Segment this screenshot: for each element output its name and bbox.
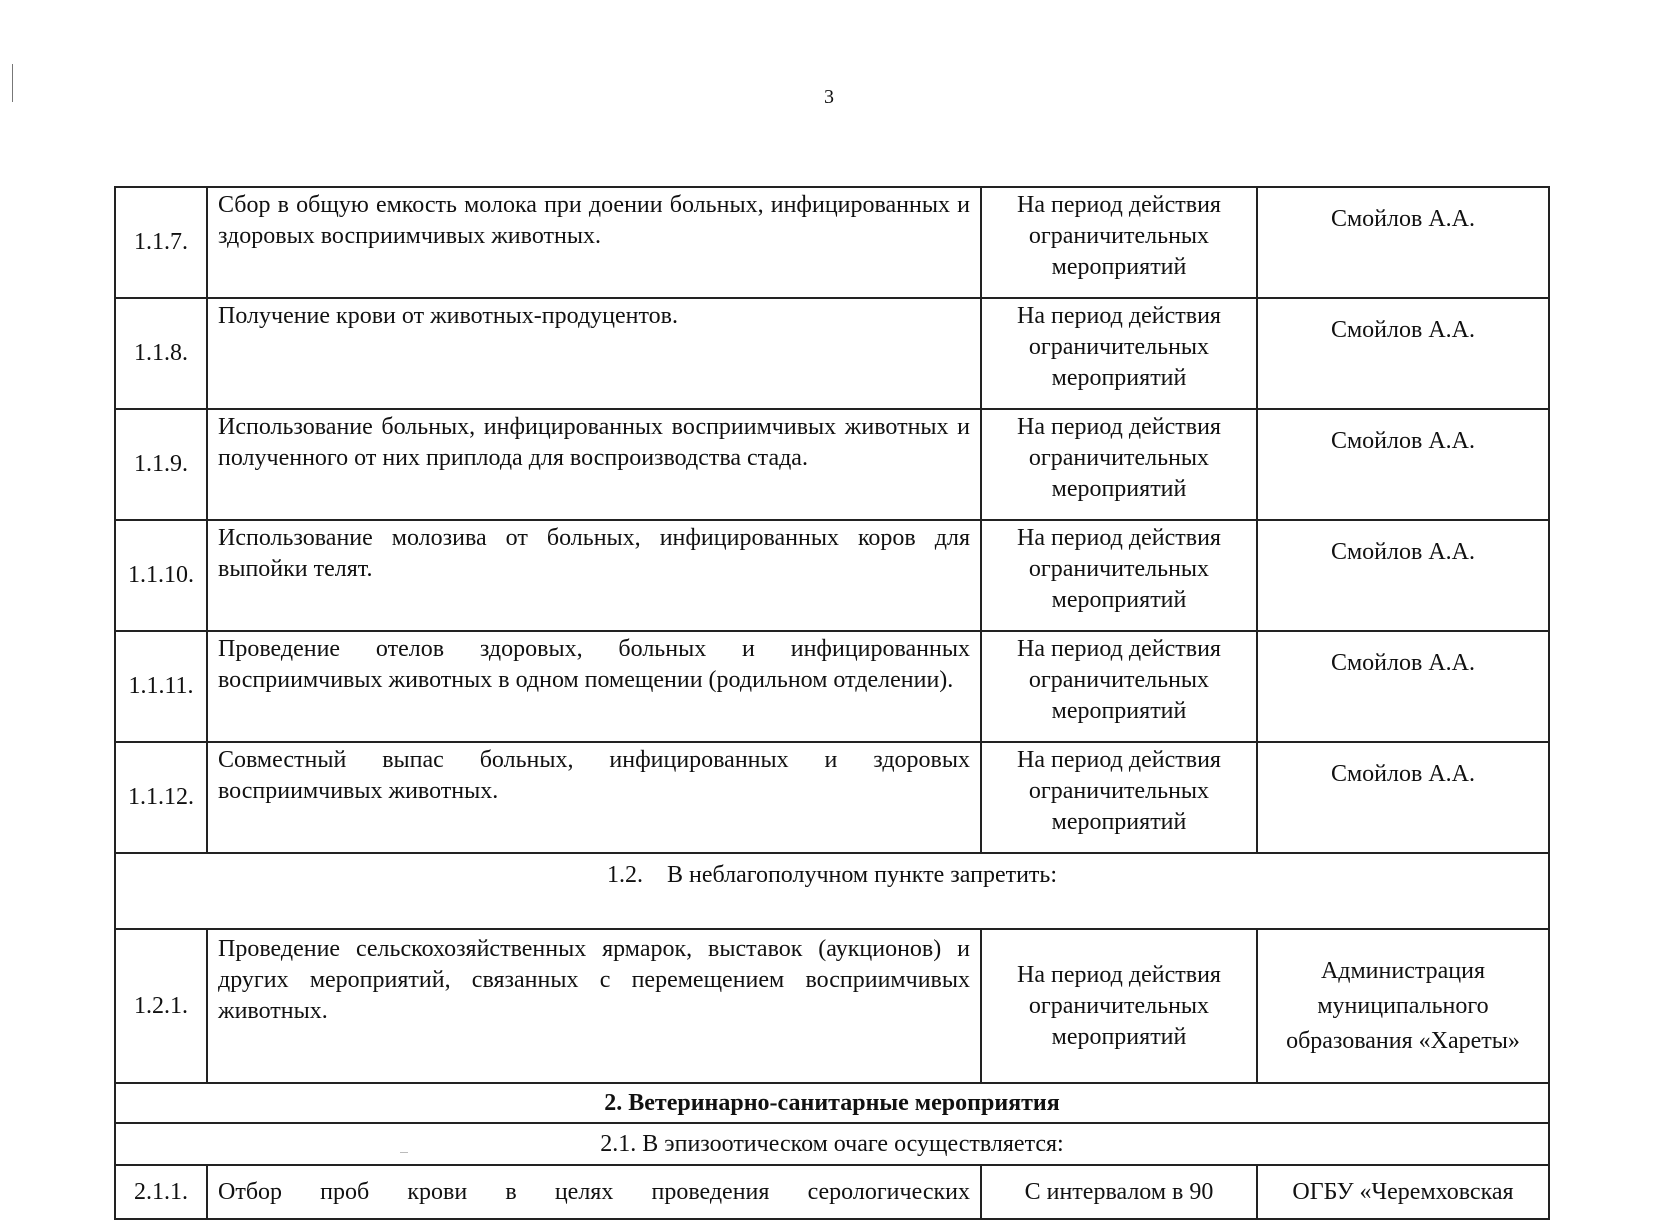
table-row [115,409,1549,520]
item-responsible: Смойлов А.А. [1257,187,1549,298]
item-responsible: Смойлов А.А. [1257,298,1549,409]
table-row [115,929,1549,1083]
table-row [115,742,1549,853]
table-row [115,187,1549,298]
subheading-1-2: 1.2. В неблагополучном пункте запретить: [115,853,1549,929]
item-period: На период действия ограничительных мероприятий [981,520,1257,631]
item-period: С интервалом в 90 [981,1165,1257,1219]
item-description: Отбор проб крови в целях проведения серологических [207,1165,981,1219]
table-row [115,298,1549,409]
item-description: Получение крови от животных-продуцентов. [207,298,981,409]
item-period: На период действия ограничительных мероприятий [981,742,1257,853]
item-number: 1.2.1. [115,929,207,1083]
item-description: Проведение отелов здоровых, больных и инфицированных восприимчивых животных в одном помещении (родильном отделении). [207,631,981,742]
item-responsible: Смойлов А.А. [1257,409,1549,520]
item-number: 1.1.10. [115,520,207,631]
item-period: На период действия ограничительных мероприятий [981,409,1257,520]
item-description: Проведение сельскохозяйственных ярмарок, выставок (аукционов) и других мероприятий, связанных с перемещением восприимчивых животных. [207,929,981,1083]
table-row [115,631,1549,742]
section-2-heading: 2. Ветеринарно-санитарные мероприятия [115,1083,1549,1123]
subheading-row [115,1123,1549,1165]
page-number: 3 [824,86,834,108]
item-period: На период действия ограничительных мероприятий [981,187,1257,298]
item-responsible: Администрация муниципального образования «Хареты» [1257,929,1549,1083]
item-number: 1.1.8. [115,298,207,409]
table-row [115,520,1549,631]
item-description: Использование молозива от больных, инфицированных коров для выпойки телят. [207,520,981,631]
item-number: 1.1.7. [115,187,207,298]
item-number: 1.1.11. [115,631,207,742]
item-period: На период действия ограничительных мероприятий [981,631,1257,742]
item-period: На период действия ограничительных мероприятий [981,298,1257,409]
item-number: 1.1.12. [115,742,207,853]
item-responsible: Смойлов А.А. [1257,520,1549,631]
item-responsible: ОГБУ «Черемховская [1257,1165,1549,1219]
table-row [115,1165,1549,1219]
item-description: Использование больных, инфицированных восприимчивых животных и полученного от них приплода для воспроизводства стада. [207,409,981,520]
item-description: Совместный выпас больных, инфицированных и здоровых восприимчивых животных. [207,742,981,853]
item-responsible: Смойлов А.А. [1257,742,1549,853]
measures-table [114,186,1550,1220]
item-number: 2.1.1. [115,1165,207,1219]
item-responsible: Смойлов А.А. [1257,631,1549,742]
item-number: 1.1.9. [115,409,207,520]
item-description: Сбор в общую емкость молока при доении больных, инфицированных и здоровых восприимчивых животных. [207,187,981,298]
subheading-2-1: 2.1. В эпизоотическом очаге осуществляется: [115,1123,1549,1165]
section-heading-row [115,1083,1549,1123]
subheading-row [115,853,1549,929]
item-period: На период действия ограничительных мероприятий [981,929,1257,1083]
